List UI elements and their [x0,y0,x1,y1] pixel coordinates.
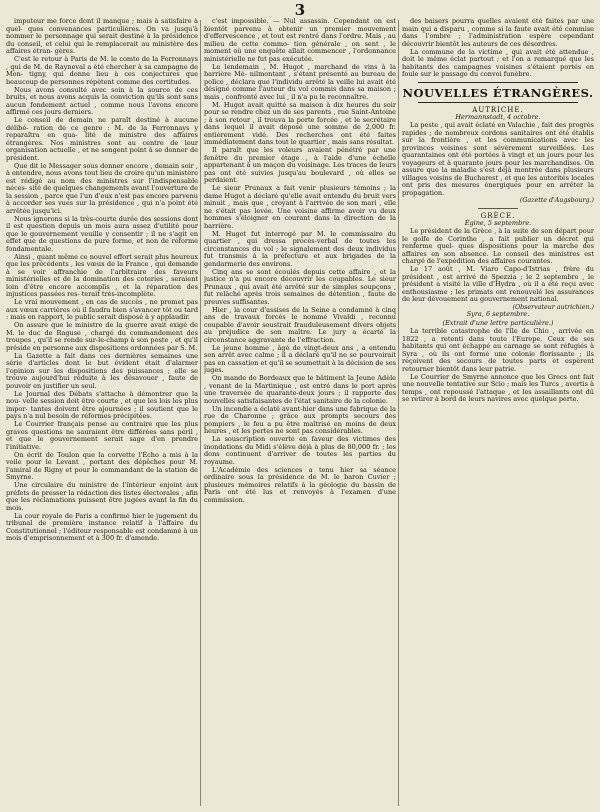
dateline: Égine, 5 septembre. [464,218,532,227]
paragraph: La souscription ouverte en faveur des victimes des inondations du Midi s'élève déjà à plus de 80,000 fr. ; les dons continuent d'arriver de toutes les parties du royaume. [204,435,396,466]
section-rule [418,102,578,103]
country-heading-greece: GRÈCE. [480,211,516,220]
paragraph: On mande de Bordeaux que le bâtiment la Jeune Adèle , venant de la Martinique , est entré dans le port après une traversée de quarante-deux jours ; il rapporte des nouvelles satisfaisantes de l'état sanitaire de la colonie. [204,374,396,405]
paragraph: Que dit le Messager sous donner encore , demain soir , à entendre, nous avons tout lieu de croire qu'un ministère est rédigé au nom des ministres sur l'indispensable néces- sité de quelques changements avant l'ouverture de la session , parce que l'un d'eux n'est pas encore parvenu à accorder ses vues sur la présidence , qui n'a point été arrêtée jusqu'ici. [6,161,198,215]
letter-subtitle: (Extrait d'une lettre particulière.) [442,318,554,327]
paragraph: M. Hugot fut interrogé par M. le commissaire du quartier , qui dressa procès-verbal de toutes les circonstances du vol ; le signalement des deux individus fut transmis à la préfecture et aux brigades de la gendarmerie des environs. [204,229,396,268]
paragraph: L'Académie des sciences a tenu hier sa séance ordinaire sous la présidence de M. le baron Cuvier ; plusieurs mémoires relatifs à la géologie du bassin de Paris ont été lus et renvoyés à l'examen d'une commission. [204,465,396,504]
paragraph: La Gazette a fait dans ces dernières semaines une série d'articles dont le but évident était d'alarmer l'opinion sur les dispositions des puissances ; elle se trouve aujourd'hui réduite à les désavouer , faute de pouvoir en justifier un seul. [6,351,198,390]
paragraph: Le lendemain , M. Hugot , marchand de vins à la barrière Mé- nilmontant , s'étant présenté au bureau de police , déclara que l'individu arrêté la veille lui avait été désigné comme l'auteur du vol commis dans sa maison ; mais , confronté avec lui , il n'a pu le reconnaître. [204,62,396,101]
paragraph: Cinq ans se sont écoulés depuis cette affaire , et la justice n'a pu encore découvrir les coupables. Le sieur Prunaux , qui avait été arrêté sur de simples soupçons , fut relâché après trois semaines de détention , faute de preuves suffisantes. [204,267,396,306]
paragraph: Le sieur Prunaux a fait venir plusieurs témoins ; la dame Hugot a déclaré qu'elle avait entendu du bruit vers minuit , mais que , croyant à l'arrivée de son mari , elle ne s'était pas levée. Une voisine affirme avoir vu deux hommes s'éloigner en courant dans la direction de la barrière. [204,184,396,230]
paragraph: C'est le retour à Paris de M. le comte de la Ferronnays , qui de M. de Rayneval a été chercher à sa campagne de Mon- tigny, qui donne lieu à ces conjectures que beaucoup de personnes répètent comme des certitudes. [6,55,198,86]
page-number: 3 [294,1,306,19]
paragraph: Le 17 août , M. Viaro Capo-d'Istrias , frère du président , est arrivé de Spezzia ; le 2 septembre , le président a visité la ville d'Hydra , où il a été reçu avec enthousiasme ; les primats ont renouvelé les assurances de leur dévouement au gouvernement national. [402,265,594,303]
paragraph: M. Hugot avait quitté sa maison à dix heures du soir pour se rendre chez un de ses parents , rue Saint-Antoine ; à son retour , il trouva la porte forcée , et le secrétaire dans lequel il avait déposé une somme de 2,000 fr. entièrement vidé. Des recherches ont été faites immédiatement dans tout le quartier , mais sans résultat. [204,100,396,146]
paragraph: des baisers pourra quelles avaient été faites par une main qui a disparu , comme si la faute avait été commise dans l'ombre ; l'administration espère cependant découvrir bientôt les auteurs de ces désordres. [402,18,594,48]
column-3 [402,18,594,808]
paragraph: Le jeune homme , âgé de vingt-deux ans , a entendu son arrêt avec calme ; il a déclaré qu'il ne se pourvoirait pas en cassation et qu'il se soumettait à la décision de ses juges. [204,343,396,374]
paragraph: On assure que le ministre de la guerre avait exigé de M. le duc de Raguse , chargé du commandement des troupes , qu'il se rende sur-le-champ à son poste , et qu'il préside en personne aux dispositions ordonnées par S. M. [6,321,198,352]
paragraph: imputeur me force dont il manque ; mais à satisfaire à quel- ques convenances particulières. On va jusqu'à nommer le personnage qui serait destiné à la présidence du conseil, et celui qui le remplacerait au ministère des affaires étran- gères. [6,18,198,55]
paragraph: Le Courrier de Smyrne annonce que les Grecs ont fait une nouvelle tentative sur Scio ; mais les Turcs , avertis à temps , ont repoussé l'attaque , et les assaillants ont dû se retirer à bord de leurs navires avec quelque perte. [402,372,594,403]
paragraph: Il paraît que les voleurs avaient pénétré par une fenêtre du premier étage , à l'aide d'une échelle appartenant à un maçon du voisinage. Les traces de leurs pas ont été suivies jusqu'au boulevard , où elles se perdaient. [204,146,396,184]
paragraph: c'est impossible. — Nul assassin. Cependant on est bientôt parvenu à obtenir un premier mouvement d'effervescence , et tout est rentré dans l'ordre. Mais , au milieu de cette commo- tion générale , on sent , le moment où une enquête allait commencer , l'ordonnance ministérielle ne fut pas exécutée. [204,18,396,63]
column-divider [200,20,201,806]
paragraph: La cour royale de Paris a confirmé hier le jugement du tribunal de première instance relatif à l'affaire du Constitutionnel ; l'éditeur responsable est condamné à un mois d'emprisonnement et à 300 fr. d'amende. [6,511,198,542]
column-2 [204,18,396,808]
column-1 [6,18,198,808]
paragraph: Hier , la cour d'assises de la Seine a condamné à cinq ans de travaux forcés le nommé Vivaldi , reconnu coupable d'avoir soustrait frauduleusement divers objets au préjudice de son maître. Le jury a écarté la circonstance aggravante de l'effraction. [204,305,396,344]
paragraph: Le conseil de demain ne paraît destiné à aucune délibé- ration de ce genre : M. de la Ferronnays y reparaîtra en qua- lité de ministre des affaires étrangères. Nos ministres sont au centre de leur organisation actuelle , et ne songent point à se donner de président. [6,116,198,162]
paragraph: Ainsi , quant même ce nouvel effort serait plus heureux que les précédents , les vœux de la France , qui demande à se voir affranchie de l'arbitraire des faveurs ministérielles et de la domination des coteries , seraient loin d'être encore accomplis , et la réparation des injustices passées res- terait très-incomplète. [6,252,198,298]
paragraph: On écrit de Toulon que la corvette l'Écho a mis à la voile pour le Levant , portant des dépêches pour M. l'amiral de Rigny et pour le commandant de la station de Smyrne. [6,450,198,481]
paragraph: Nous ignorons si la très-courte durée des sessions dont il est question depuis un mois aura assez d'utilité pour que le gouvernement veuille y consentir ; il ne s'agit en effet que de questions de pure forme, et non de réforme fondamentale. [6,214,198,253]
source-citation: (Gazette d'Augsbourg.) [519,197,594,204]
paragraph: Un incendie a éclaté avant-hier dans une fabrique de la rue de Charonne ; grâce aux prompts secours des pompiers , le feu a pu être maîtrisé en moins de deux heures , et les pertes ne sont pas considérables. [204,404,396,435]
paragraph: La terrible catastrophe de l'île de Chio , arrivée en 1822 , a retenti dans toute l'Europe. Ceux de ses habitants qui ont échappé au carnage se sont réfugiés à Syra , où ils ont formé une colonie florissante ; ils reçoivent des secours de toutes parts et espèrent retourner bientôt dans leur patrie. [402,327,594,373]
paragraph: La peste , qui avait éclaté en Valachie , fait des progrès rapides ; de nombreux cordons sanitaires ont été établis sur la frontière , et les communications avec les provinces voisines sont sévèrement surveillées. Les quarantaines ont été portées à vingt et un jours pour les voyageurs et à quarante jours pour les marchandises. On assure que la maladie s'est déjà montrée dans plusieurs villages voisins de Bucharest , et que les autorités locales ont pris des mesures énergiques pour en arrêter la propagation. [402,121,594,197]
paragraph: Le Courrier français pense au contraire que les plus graves questions ne sauraient être différées sans péril , et que le gouvernement serait sage d'en prendre l'initiative. [6,420,198,451]
paragraph: Le président de la Grèce , à la suite de son départ pour le golfe de Corinthe , a fait publier un décret qui renferme quel- ques dispositions pour la marche des affaires en son absence. Le conseil des ministres est chargé de l'expédition des affaires courantes. [402,227,594,265]
dateline: Hermannstadt, 4 octobre. [455,112,541,121]
paragraph: Le Journal des Débats s'attache à démontrer que la nou- velle session doit être courte , et que les lois les plus impor- tantes doivent être ajournées ; il soutient que le pays n'a nul besoin de réformes précipitées. [6,389,198,420]
separator [478,208,518,209]
source-citation: (Observateur autrichien.) [512,303,594,311]
section-heading-foreign-news: NOUVELLES ÉTRANGÈRES. [402,85,594,100]
paragraph: Une circulaire du ministre de l'intérieur enjoint aux préfets de presser la rédaction des listes électorales , afin que les réclamations puissent être jugées avant la fin du mois. [6,481,198,512]
paragraph: Nous avons consulté avec soin à la source de ces bruits, et nous avons acquis la conviction qu'ils sont sans aucun fondement actuel , comme nous l'avons encore affirmé ces jours derniers. [6,85,198,116]
paragraph: Le vrai mouvement , en cas de succès , ne promet pas aux vœux carrières où il faudra bien s'avancer tôt ou tard : mais en rapport, le public serait disposé à y applaudir. [6,298,198,321]
paragraph: La commune de la victime , qui avait été attendue , doit le même éclat partout ; et l'on a remarqué que les habitants des campagnes voisines s'étaient portés en foule sur le passage du convoi funèbre. [402,47,594,78]
section-rule [418,82,578,83]
dateline: Syra, 6 septembre. [466,310,530,318]
country-heading-austria: AUTRICHE. [472,105,524,114]
column-divider [398,20,399,806]
